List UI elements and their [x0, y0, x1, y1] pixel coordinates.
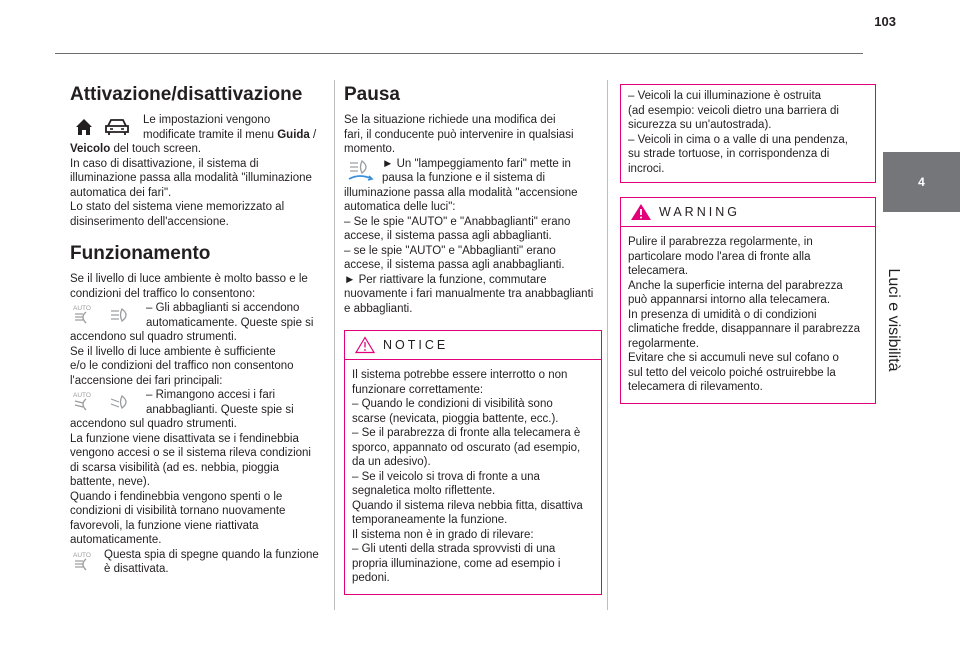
svg-text:AUTO: AUTO: [73, 392, 91, 399]
column-divider: [334, 80, 335, 610]
column-3: [620, 84, 876, 404]
headlamp-flash-icon: [346, 157, 376, 183]
svg-text:AUTO: AUTO: [73, 305, 91, 312]
warning-body: Pulire il parabrezza regolarmente, in particolare modo l'area di fronte alla telecamera. Anche la superficie interna del parabrezza può appannarsi intorno alla telecamera. In presenza di umidità o di condizioni climatiche fredde, disappannare il parabrezza regolarmente. Evitare che si accumuli neve sul cofano o sul tetto del veicolo poiché ostruirebbe la telecamera di rilevamento.: [628, 236, 861, 393]
notice-body: Il sistema potrebbe essere interrotto o non funzionare correttamente: – Quando le condizioni di visibilità sono scarse (nevicata, pioggia battente, ecc.). – Se il parabrezza di fronte alla telecamera è sporco, appannato od oscurato (ad esempio, da un adesivo). – Se il veicolo si trova di fronte a una segnaletica molto riflettente. Quando il sistema rileva nebbia fitta, disattiva temporaneamente la funzione. Il sistema non è in grado di rilevare: – Gli utenti della strada sprovvisti di una propria illuminazione, come ad esempio i pedoni.: [352, 369, 583, 584]
paragraph-low-beam: AUTO – Rimangono accesi i fari anabbaglianti. Queste spie si: [73, 389, 294, 416]
header-rule: [55, 53, 863, 54]
auto-low-beam-icon: [72, 390, 98, 414]
low-beam-icon: [110, 394, 130, 410]
warning-box: [620, 197, 876, 404]
paragraph-flash: ► Un "lampeggiamento fari" mette in pausa la funzione e il sistema di: [344, 157, 602, 186]
notice-continuation-box: – Veicoli la cui illuminazione è ostruita (ad esempio: veicoli dietro una barriera di sicurezza su un'autostrada). – Veicoli in cima o a valle di una pendenza, su strade tortuose, in corrispondenza di incroci.: [620, 84, 876, 183]
auto-high-beam-icon: [72, 303, 98, 327]
chapter-label: Luci e visibilità: [885, 268, 902, 372]
warning-triangle-icon: [630, 203, 652, 221]
notice-title: NOTICE: [383, 338, 449, 352]
car-icon: [104, 117, 130, 137]
column-1: Attivazione/disattivazione Le impostazioni vengono modificate tramite il menu Guida / Veicolo del touch screen. In caso di disattivazione, il sistema di illuminazione passa alla modalità "illuminazione automatica dei fari". Lo stato del sistema viene memorizzato al disinserimento dell'accensione. Funzionamento Se il livello di luce ambiente è molto basso e le condizioni del traffico lo consentono: AUTO – Gli abbaglianti si accendono automaticamente. Queste spie si accendono sul quadro strumenti. Se il livello di luce ambiente è sufficiente e/o le condizioni del traffico non consentono l'accensione dei fari principali: AUTO – Rimangono accesi i fari anabbaglianti. Queste spie si accendono sul quadro strumenti. La funzione viene disattivata se i fendinebbia vengono accesi o se il sistema rileva condizioni di scarsa visibilità (ad es. nebbia, pioggia battente, neve). Quando i fendinebbia vengono spenti o le condizioni di visibilità tornano nuovamente favorevoli, la funzione viene riattivata automaticamente. AUTO Questa spia di spegne quando la funzione è disattivata.: [70, 84, 326, 577]
chapter-number: 4: [918, 175, 925, 189]
notice-box: [344, 330, 602, 595]
warning-header: [621, 198, 875, 227]
column-divider: [607, 80, 608, 610]
column-2: Pausa Se la situazione richiede una modifica dei fari, il conducente può intervenire in qualsiasi momento. ► Un "lampeggiamento fari" mette in pausa la funzione e il sistema di illuminazione passa alla modalità "accensione automatica delle luci": – Se le spie "AUTO" e "Anabbaglianti" erano accese, il sistema passa agli abbaglianti. – se le spie "AUTO" e "Abbaglianti" erano accese, il sistema passa agli anabbaglianti. ► Per riattivare la funzione, commutare nuovamente i fari manualmente tra anabbaglianti e abbaglianti. NOTICE Il sistema potrebbe essere interrotto o non funzionare correttamente: – Quando le condizioni di visibilità sono scarse (nevicata, pioggia battente, ecc.). – Se il parabrezza di fronte alla telecamera è sporco, appannato od oscurato (ad esempio, da un adesivo). – Se il veicolo si trova di fronte a una segnaletica molto riflettente. Quando il sistema rileva nebbia fitta, disattiva temporaneamente la funzione. Il sistema non è in grado di rilevare: – Gli utenti della strada sprovvisti di una propria illuminazione, come ad esempio i pedoni.: [344, 84, 602, 595]
paragraph-auto-off: AUTO Questa spia di spegne quando la funzione è disattivata.: [73, 548, 319, 575]
home-icon: [74, 117, 94, 137]
chapter-tab[interactable]: [883, 152, 960, 212]
page-number: 103: [874, 14, 896, 29]
paragraph-high-beam: AUTO – Gli abbaglianti si accendono automaticamente. Queste spie si: [73, 302, 314, 329]
warning-title: WARNING: [659, 205, 740, 219]
auto-off-icon: [72, 550, 98, 574]
notice-header: [345, 331, 601, 360]
svg-text:AUTO: AUTO: [73, 551, 91, 559]
heading-pausa: Pausa: [344, 84, 400, 105]
high-beam-icon: [110, 307, 130, 323]
heading-funzionamento: Funzionamento: [70, 243, 211, 264]
notice-triangle-icon: [355, 336, 375, 354]
heading-attivazione: Attivazione/disattivazione: [70, 84, 303, 105]
paragraph-settings: Le impostazioni vengono modificate tramite il menu Guida / Veicolo del touch screen. In caso di disattivazione, il sistema di illuminazione passa alla modalità "illuminazione automatica dei fari". Lo stato del sistema viene memorizzato al disinserimento dell'accensione.: [70, 114, 317, 228]
